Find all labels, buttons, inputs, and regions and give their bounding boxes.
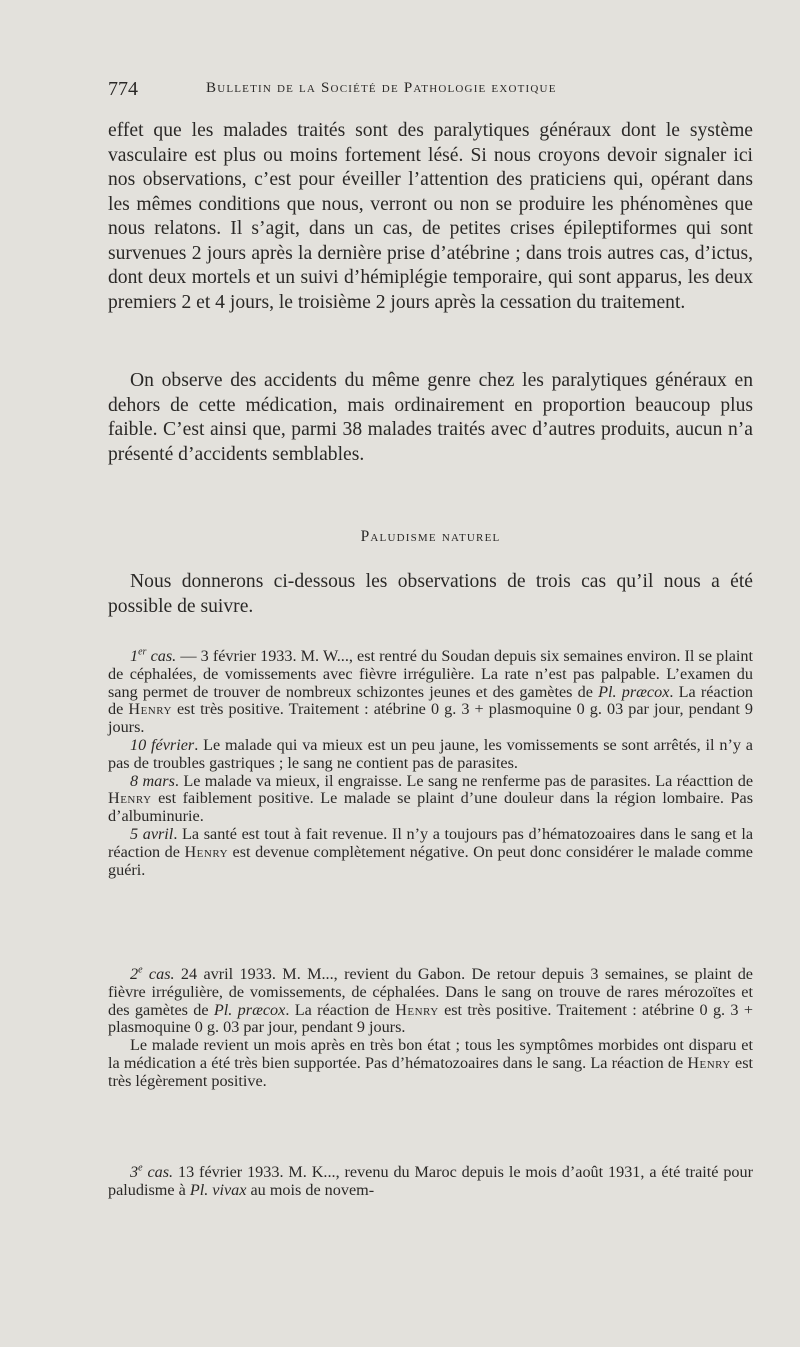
- case-1: [108, 648, 753, 879]
- paragraph-comparison: On observe des accidents du même genre chez les paralytiques généraux en dehors de cette médication, mais ordinairement en proportion beaucoup plus faible. C’est ainsi que, parmi 38 malades traités avec d’autres produits, aucun n’a présenté d’accidents semblables.: [108, 370, 753, 465]
- species-name: Pl. præcox: [213, 1000, 286, 1019]
- species-name: Pl. præcox: [598, 682, 670, 701]
- case-2: [108, 966, 753, 1091]
- case-1-followup-2: 8 mars. Le malade va mieux, il engraisse. Le sang ne renferme pas de parasites. La réacttion de Henry est faiblement positive. Le malade se plaint d’une douleur dans la région lombaire. Pas d’albuminurie.: [108, 771, 753, 826]
- author-name: Henry: [108, 789, 152, 808]
- species-name: Pl. vivax: [189, 1180, 247, 1199]
- followup-date: 8 mars: [130, 771, 175, 790]
- author-name: Henry: [395, 1000, 439, 1019]
- case-2-label: 2e cas.: [130, 964, 175, 983]
- author-name: Henry: [128, 700, 172, 719]
- paragraph-intro: Nous donnerons ci-dessous les observations de trois cas qu’il nous a été possible de suivre.: [108, 571, 753, 617]
- page-header: [108, 78, 758, 102]
- followup-date: 10 février: [130, 735, 195, 754]
- case-1-label: 1er cas.: [130, 646, 177, 665]
- case-2-initial: 2e cas. 24 avril 1933. M. M..., revient du Gabon. De retour depuis 3 semaines, se plaint de fièvre irrégulière, de vomissements, de céphalées. Dans le sang on trouve de rares mérozoïtes et des gamètes de Pl. præcox. La réaction de Henry est très positive. Traitement : atébrine 0 g. 3 + plasmoquine 0 g. 03 par jour, pendant 9 jours.: [108, 964, 753, 1037]
- author-name: Henry: [184, 842, 229, 861]
- case-2-followup: Le malade revient un mois après en très bon état ; tous les symptômes morbides ont disparu et la médication a été très bien supportée. Pas d’hématozoaires dans le sang. La réaction de Henry est très légèrement positive.: [108, 1036, 753, 1090]
- case-3: [108, 1164, 753, 1200]
- section-title: Paludisme naturel: [360, 528, 501, 545]
- case-1-followup-3: 5 avril. La santé est tout à fait revenue. Il n’y a toujours pas d’hématozoaires dans le sang et la réaction de Henry est devenue complètement négative. On peut donc considérer le malade comme guéri.: [108, 824, 754, 879]
- author-name: Henry: [687, 1053, 731, 1072]
- case-3-label: 3e cas.: [130, 1162, 174, 1181]
- case-3-initial: 3e cas. 13 février 1933. M. K..., revenu du Maroc depuis le mois d’août 1931, a été traité pour paludisme à Pl. vivax au mois de novem-: [108, 1162, 754, 1199]
- page-number: 774: [108, 78, 138, 100]
- case-1-followup-1: 10 février. Le malade qui va mieux est un peu jaune, les vomissements se sont arrêtés, il n’y a pas de troubles gastriques ; le sang ne contient pas de parasites.: [108, 735, 753, 772]
- followup-date: 5 avril: [130, 824, 174, 843]
- case-1-initial: 1er cas. — 3 février 1933. M. W..., est rentré du Soudan depuis six semaines environ. Il se plaint de céphalées, de vomissements avec fièvre irrégulière. La rate n’est pas palpable. L’examen du sang permet de trouver de nombreux schizontes jeunes et des gamètes de Pl. præcox. La réaction de Henry est très positive. Traitement : atébrine 0 g. 3 + plasmoquine 0 g. 03 par jour, pendant 9 jours.: [108, 646, 754, 737]
- paragraph-continuation: effet que les malades traités sont des paralytiques généraux dont le système vasculaire est plus ou moins fortement lésé. Si nous croyons devoir signaler ici nos observations, c’est pour éveiller l’attention des praticiens qui, opérant dans les mêmes conditions que nous, verront ou non se produire les phénomènes que nous relatons. Il s’agit, dans un cas, de petites crises épileptiformes qui sont survenues 2 jours après la dernière prise d’atébrine ; dans trois autres cas, d’ictus, dont deux mortels et un suivi d’hémiplégie temporaire, qui sont apparus, les deux premiers 2 et 4 jours, le troisième 2 jours après la cessation du traitement.: [108, 120, 753, 313]
- running-title: Bulletin de la Société de Pathologie exotique: [206, 80, 557, 96]
